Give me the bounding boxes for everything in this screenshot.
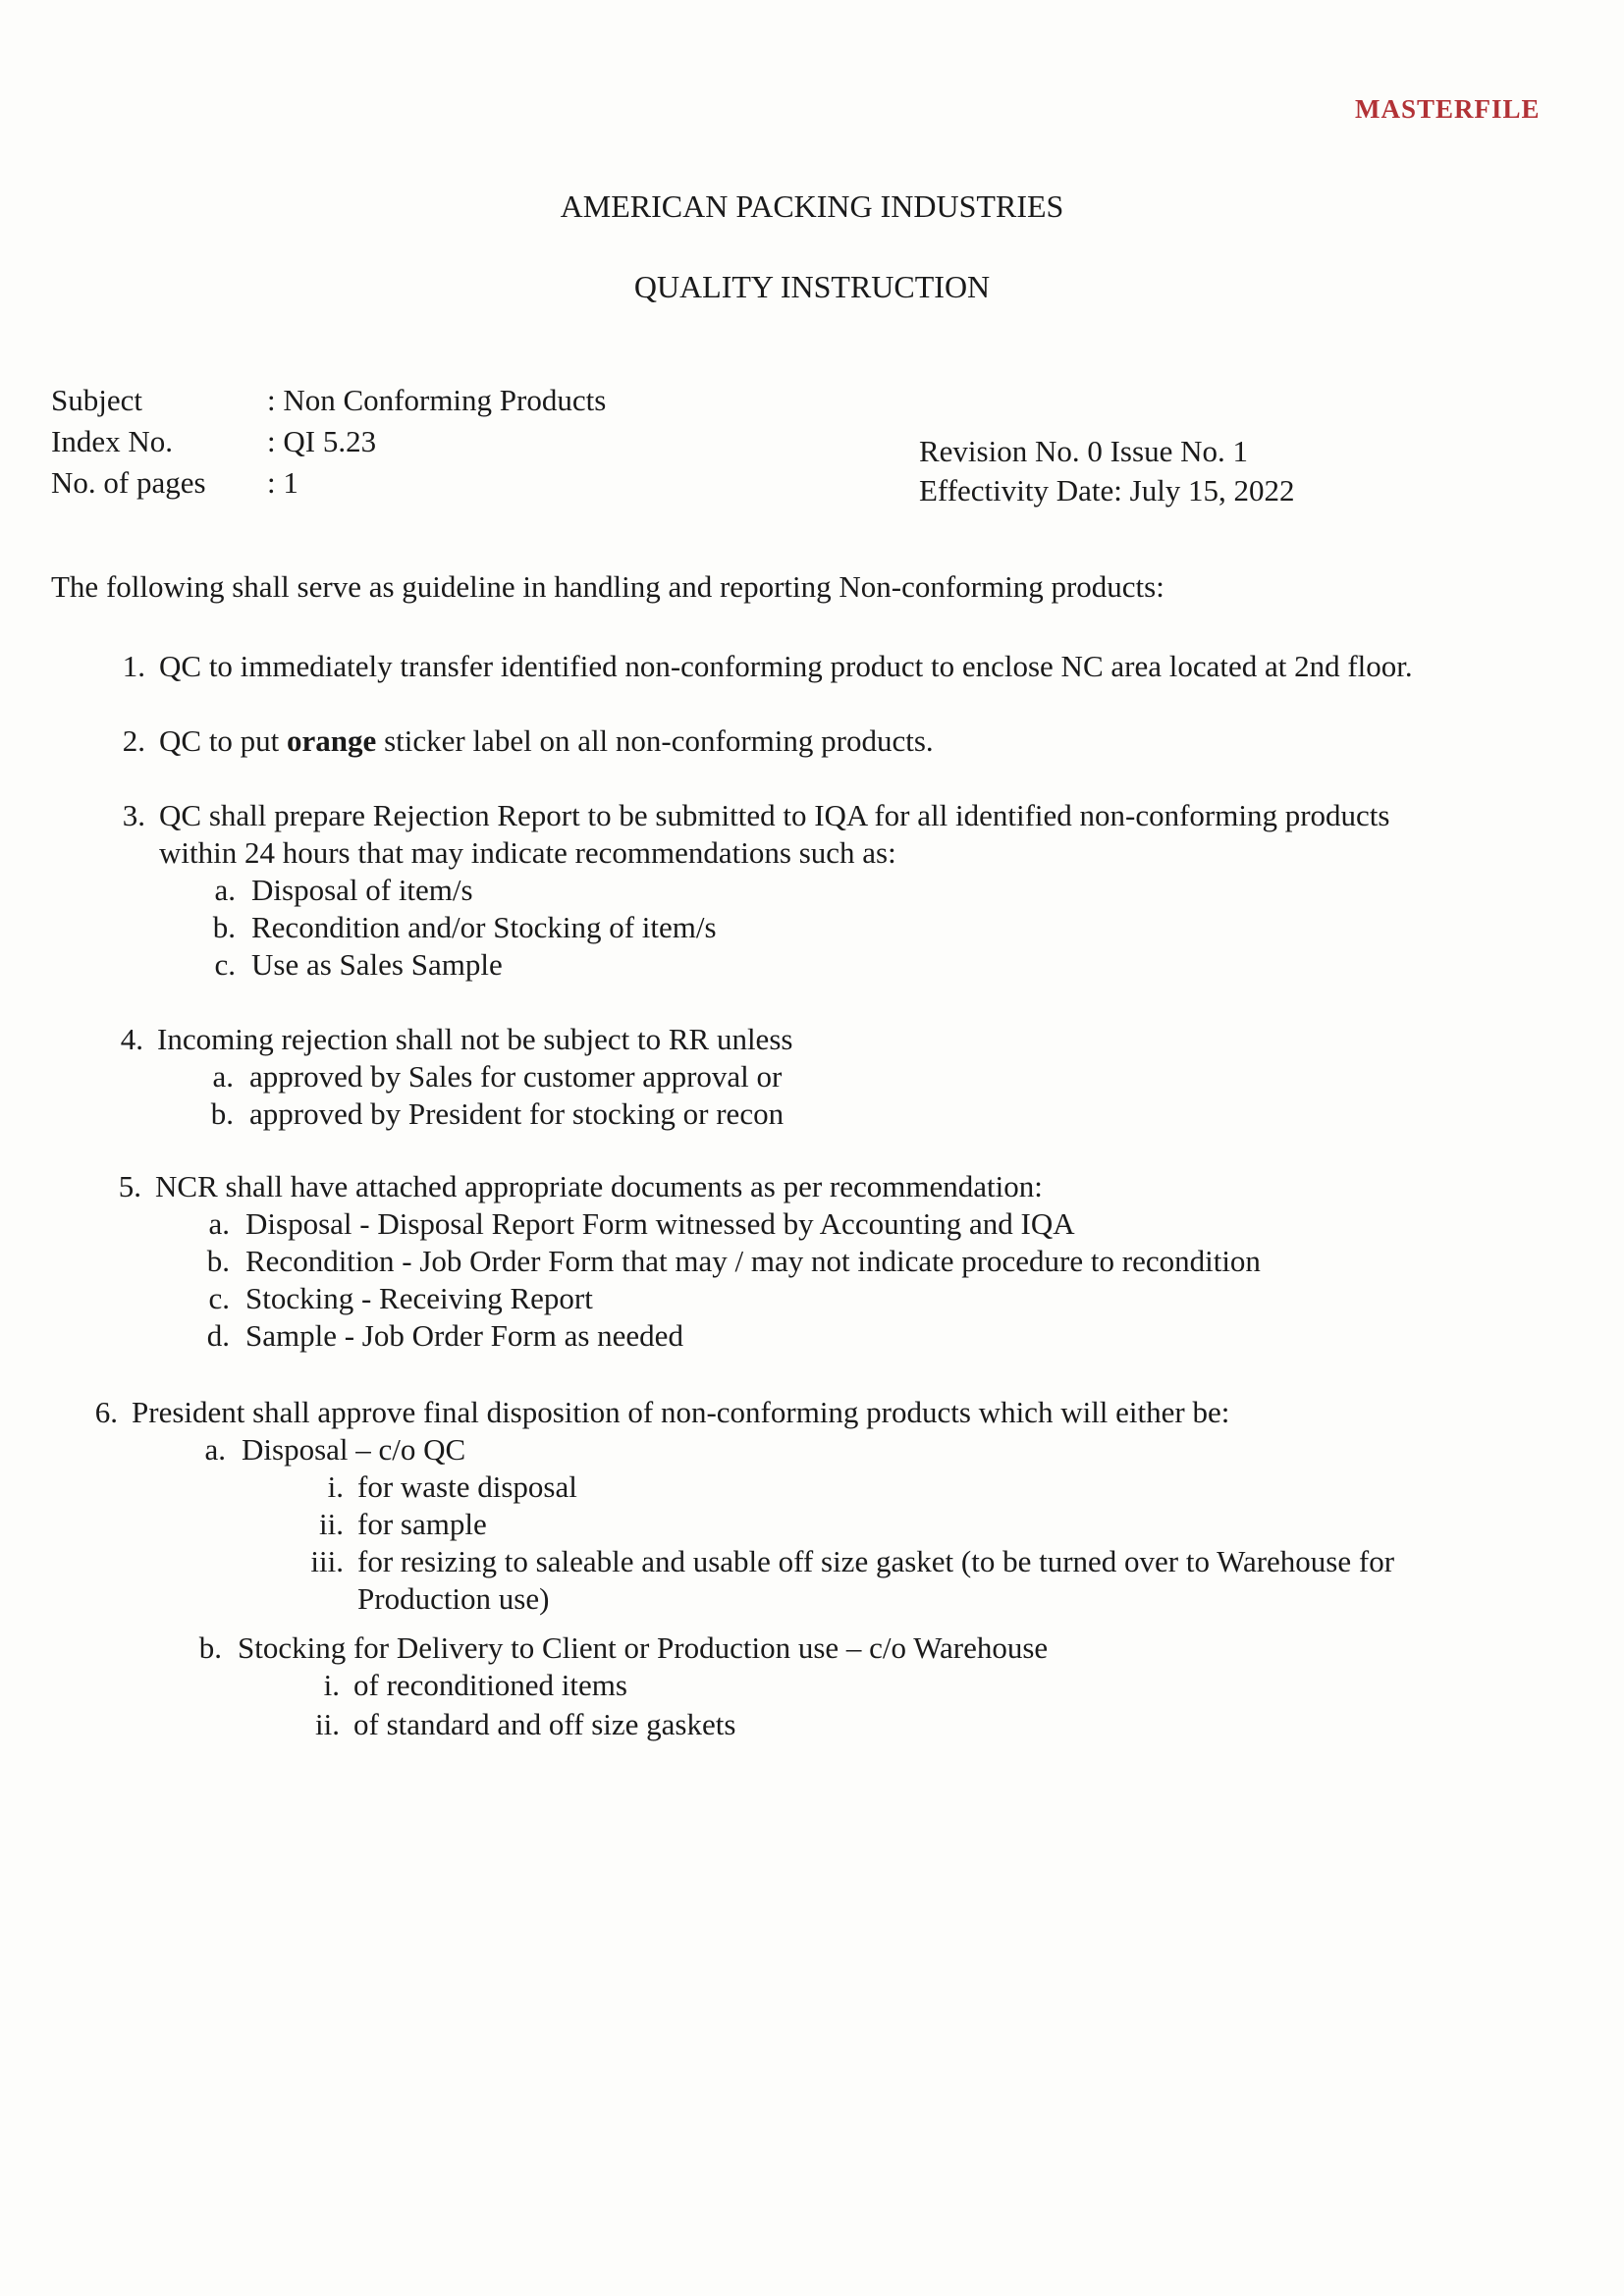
sub-sub-label: iii.: [310, 1544, 344, 1578]
item-text-bold: orange: [287, 723, 377, 758]
sub-text: Disposal – c/o QC: [242, 1432, 466, 1467]
sub-label: b.: [210, 1096, 234, 1131]
sub-text: Stocking - Receiving Report: [245, 1281, 593, 1315]
item-number: 5.: [118, 1169, 141, 1203]
index-value: : QI 5.23: [267, 424, 377, 458]
sub-label: a.: [214, 873, 236, 907]
item-text: within 24 hours that may indicate recommendations such as:: [159, 835, 896, 870]
effectivity-date: Effectivity Date: July 15, 2022: [919, 473, 1295, 507]
item-number: 1.: [122, 649, 145, 683]
sub-text: Sample - Job Order Form as needed: [245, 1318, 683, 1353]
meta-index: [51, 424, 376, 459]
item-number: 2.: [122, 723, 145, 758]
company-name: AMERICAN PACKING INDUSTRIES: [560, 188, 1064, 224]
sub-sub-text: Production use): [357, 1581, 550, 1616]
sub-label: c.: [214, 947, 236, 982]
sub-label: a.: [204, 1432, 226, 1467]
index-label: Index No.: [51, 424, 173, 458]
sub-label: a.: [208, 1206, 230, 1241]
item-text-post: sticker label on all non-conforming products.: [376, 723, 934, 758]
sub-label: a.: [212, 1059, 234, 1094]
subject-value: : Non Conforming Products: [267, 383, 607, 417]
sub-sub-text: for sample: [357, 1507, 487, 1541]
item-text: President shall approve final disposition of non-conforming products which will either be:: [132, 1395, 1230, 1429]
pages-value: : 1: [267, 465, 298, 500]
item-number: 6.: [94, 1395, 118, 1429]
item-text: QC shall prepare Rejection Report to be submitted to IQA for all identified non-conforming products: [159, 798, 1390, 832]
sub-text: Recondition and/or Stocking of item/s: [251, 910, 717, 944]
sub-sub-label: ii.: [315, 1707, 340, 1741]
subject-label: Subject: [51, 383, 142, 417]
intro-text: The following shall serve as guideline in handling and reporting Non-conforming products:: [51, 569, 1164, 604]
item-text: Incoming rejection shall not be subject to RR unless: [157, 1022, 793, 1056]
item-text: NCR shall have attached appropriate documents as per recommendation:: [155, 1169, 1043, 1203]
sub-sub-text: of standard and off size gaskets: [353, 1707, 736, 1741]
item-text: QC to immediately transfer identified non-conforming product to enclose NC area located at 2nd floor.: [159, 649, 1413, 683]
sub-label: d.: [206, 1318, 230, 1353]
sub-text: approved by Sales for customer approval or: [249, 1059, 783, 1094]
sub-sub-text: for waste disposal: [357, 1469, 577, 1504]
sub-label: b.: [206, 1244, 230, 1278]
item-text-pre: QC to put: [159, 723, 288, 758]
sub-text: Disposal of item/s: [251, 873, 473, 907]
sub-label: c.: [208, 1281, 230, 1315]
sub-sub-label: i.: [323, 1668, 340, 1702]
sub-text: approved by President for stocking or recon: [249, 1096, 785, 1131]
sub-text: Stocking for Delivery to Client or Production use – c/o Warehouse: [238, 1630, 1049, 1665]
revision-info: Revision No. 0 Issue No. 1: [919, 434, 1248, 468]
document-type: QUALITY INSTRUCTION: [633, 269, 991, 304]
sub-text: Recondition - Job Order Form that may / may not indicate procedure to recondition: [245, 1244, 1261, 1278]
item-number: 4.: [120, 1022, 143, 1056]
pages-label: No. of pages: [51, 465, 206, 500]
meta-pages: [51, 465, 298, 501]
sub-sub-label: ii.: [319, 1507, 344, 1541]
meta-subject: [51, 383, 606, 418]
sub-sub-text: for resizing to saleable and usable off size gasket (to be turned over to Warehouse for: [357, 1544, 1395, 1578]
sub-text: Disposal - Disposal Report Form witnessed by Accounting and IQA: [245, 1206, 1075, 1241]
sub-label: b.: [212, 910, 236, 944]
sub-label: b.: [198, 1630, 222, 1665]
sub-sub-text: of reconditioned items: [353, 1668, 627, 1702]
item-text: [159, 722, 934, 760]
item-number: 3.: [122, 798, 145, 832]
sub-sub-label: i.: [327, 1469, 344, 1504]
sub-text: Use as Sales Sample: [251, 947, 503, 982]
masterfile-stamp: MASTERFILE: [1355, 94, 1541, 124]
